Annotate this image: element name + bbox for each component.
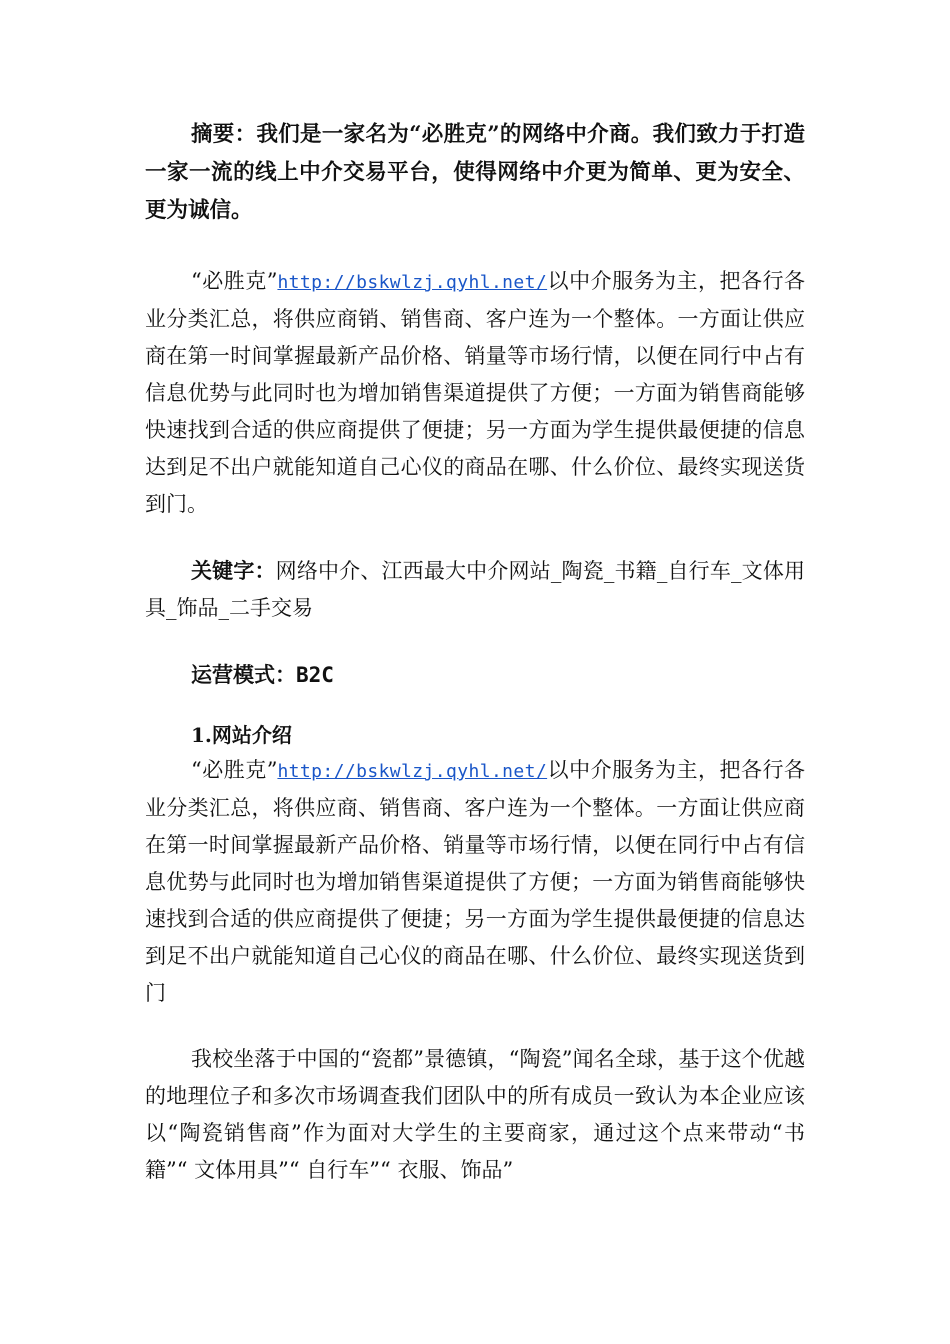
site-link[interactable]: http://bskwlzj.qyhl.net/ <box>277 272 548 293</box>
document-page <box>145 116 805 1189</box>
keywords-label: 关键字： <box>191 558 276 583</box>
abstract-paragraph <box>145 116 805 230</box>
section-paragraph-1 <box>145 752 805 1012</box>
section-heading: 1.网站介绍 <box>191 723 292 747</box>
abstract-label: 摘要： <box>191 122 257 147</box>
operation-value: B2C <box>296 663 334 687</box>
section-text-1: 以中介服务为主，把各行各业分类汇总，将供应商、销售商、客户连为一个整体。一方面让供应商在第一时间掌握最新产品价格、销量等市场行情，以便在同行中占有信息优势与此同时也为增加销售渠道提供了方便；一方面为销售商能够快速找到合适的供应商提供了便捷；另一方面为学生提供最便捷的信息达到足不出户就能知道自己心仪的商品在哪、什么价位、最终实现送货到门 <box>145 758 805 1005</box>
intro-paragraph <box>145 263 805 523</box>
site-link-2[interactable]: http://bskwlzj.qyhl.net/ <box>277 761 548 782</box>
operation-label: 运营模式： <box>191 662 296 687</box>
abstract-text: 我们是一家名为“必胜克”的网络中介商。我们致力于打造一家一流的线上中介交易平台，使得网络中介更为简单、更为安全、更为诚信。 <box>145 122 805 223</box>
keywords-text: 网络中介、江西最大中介网站_陶瓷_书籍_自行车_文体用具_饰品_二手交易 <box>145 559 806 620</box>
intro-text: 以中介服务为主，把各行各业分类汇总，将供应商销、销售商、客户连为一个整体。一方面让供应商在第一时间掌握最新产品价格、销量等市场行情，以便在同行中占有信息优势与此同时也为增加销售渠道提供了方便；一方面为销售商能够快速找到合适的供应商提供了便捷；另一方面为学生提供最便捷的信息达到足不出户就能知道自己心仪的商品在哪、什么价位、最终实现送货到门。 <box>145 269 805 516</box>
section-prefix: “必胜克” <box>191 758 278 782</box>
intro-prefix: “必胜克” <box>191 269 278 293</box>
keywords-paragraph <box>145 552 805 627</box>
operation-paragraph <box>145 656 805 694</box>
section-paragraph-2: 我校坐落于中国的“瓷都”景德镇，“陶瓷”闻名全球，基于这个优越的地理位子和多次市场调查我们团队中的所有成员一致认为本企业应该以“陶瓷销售商”作为面对大学生的主要商家，通过这个点来带动“书籍”“ 文体用具”“ 自行车”“ 衣服、饰品” <box>145 1047 805 1182</box>
